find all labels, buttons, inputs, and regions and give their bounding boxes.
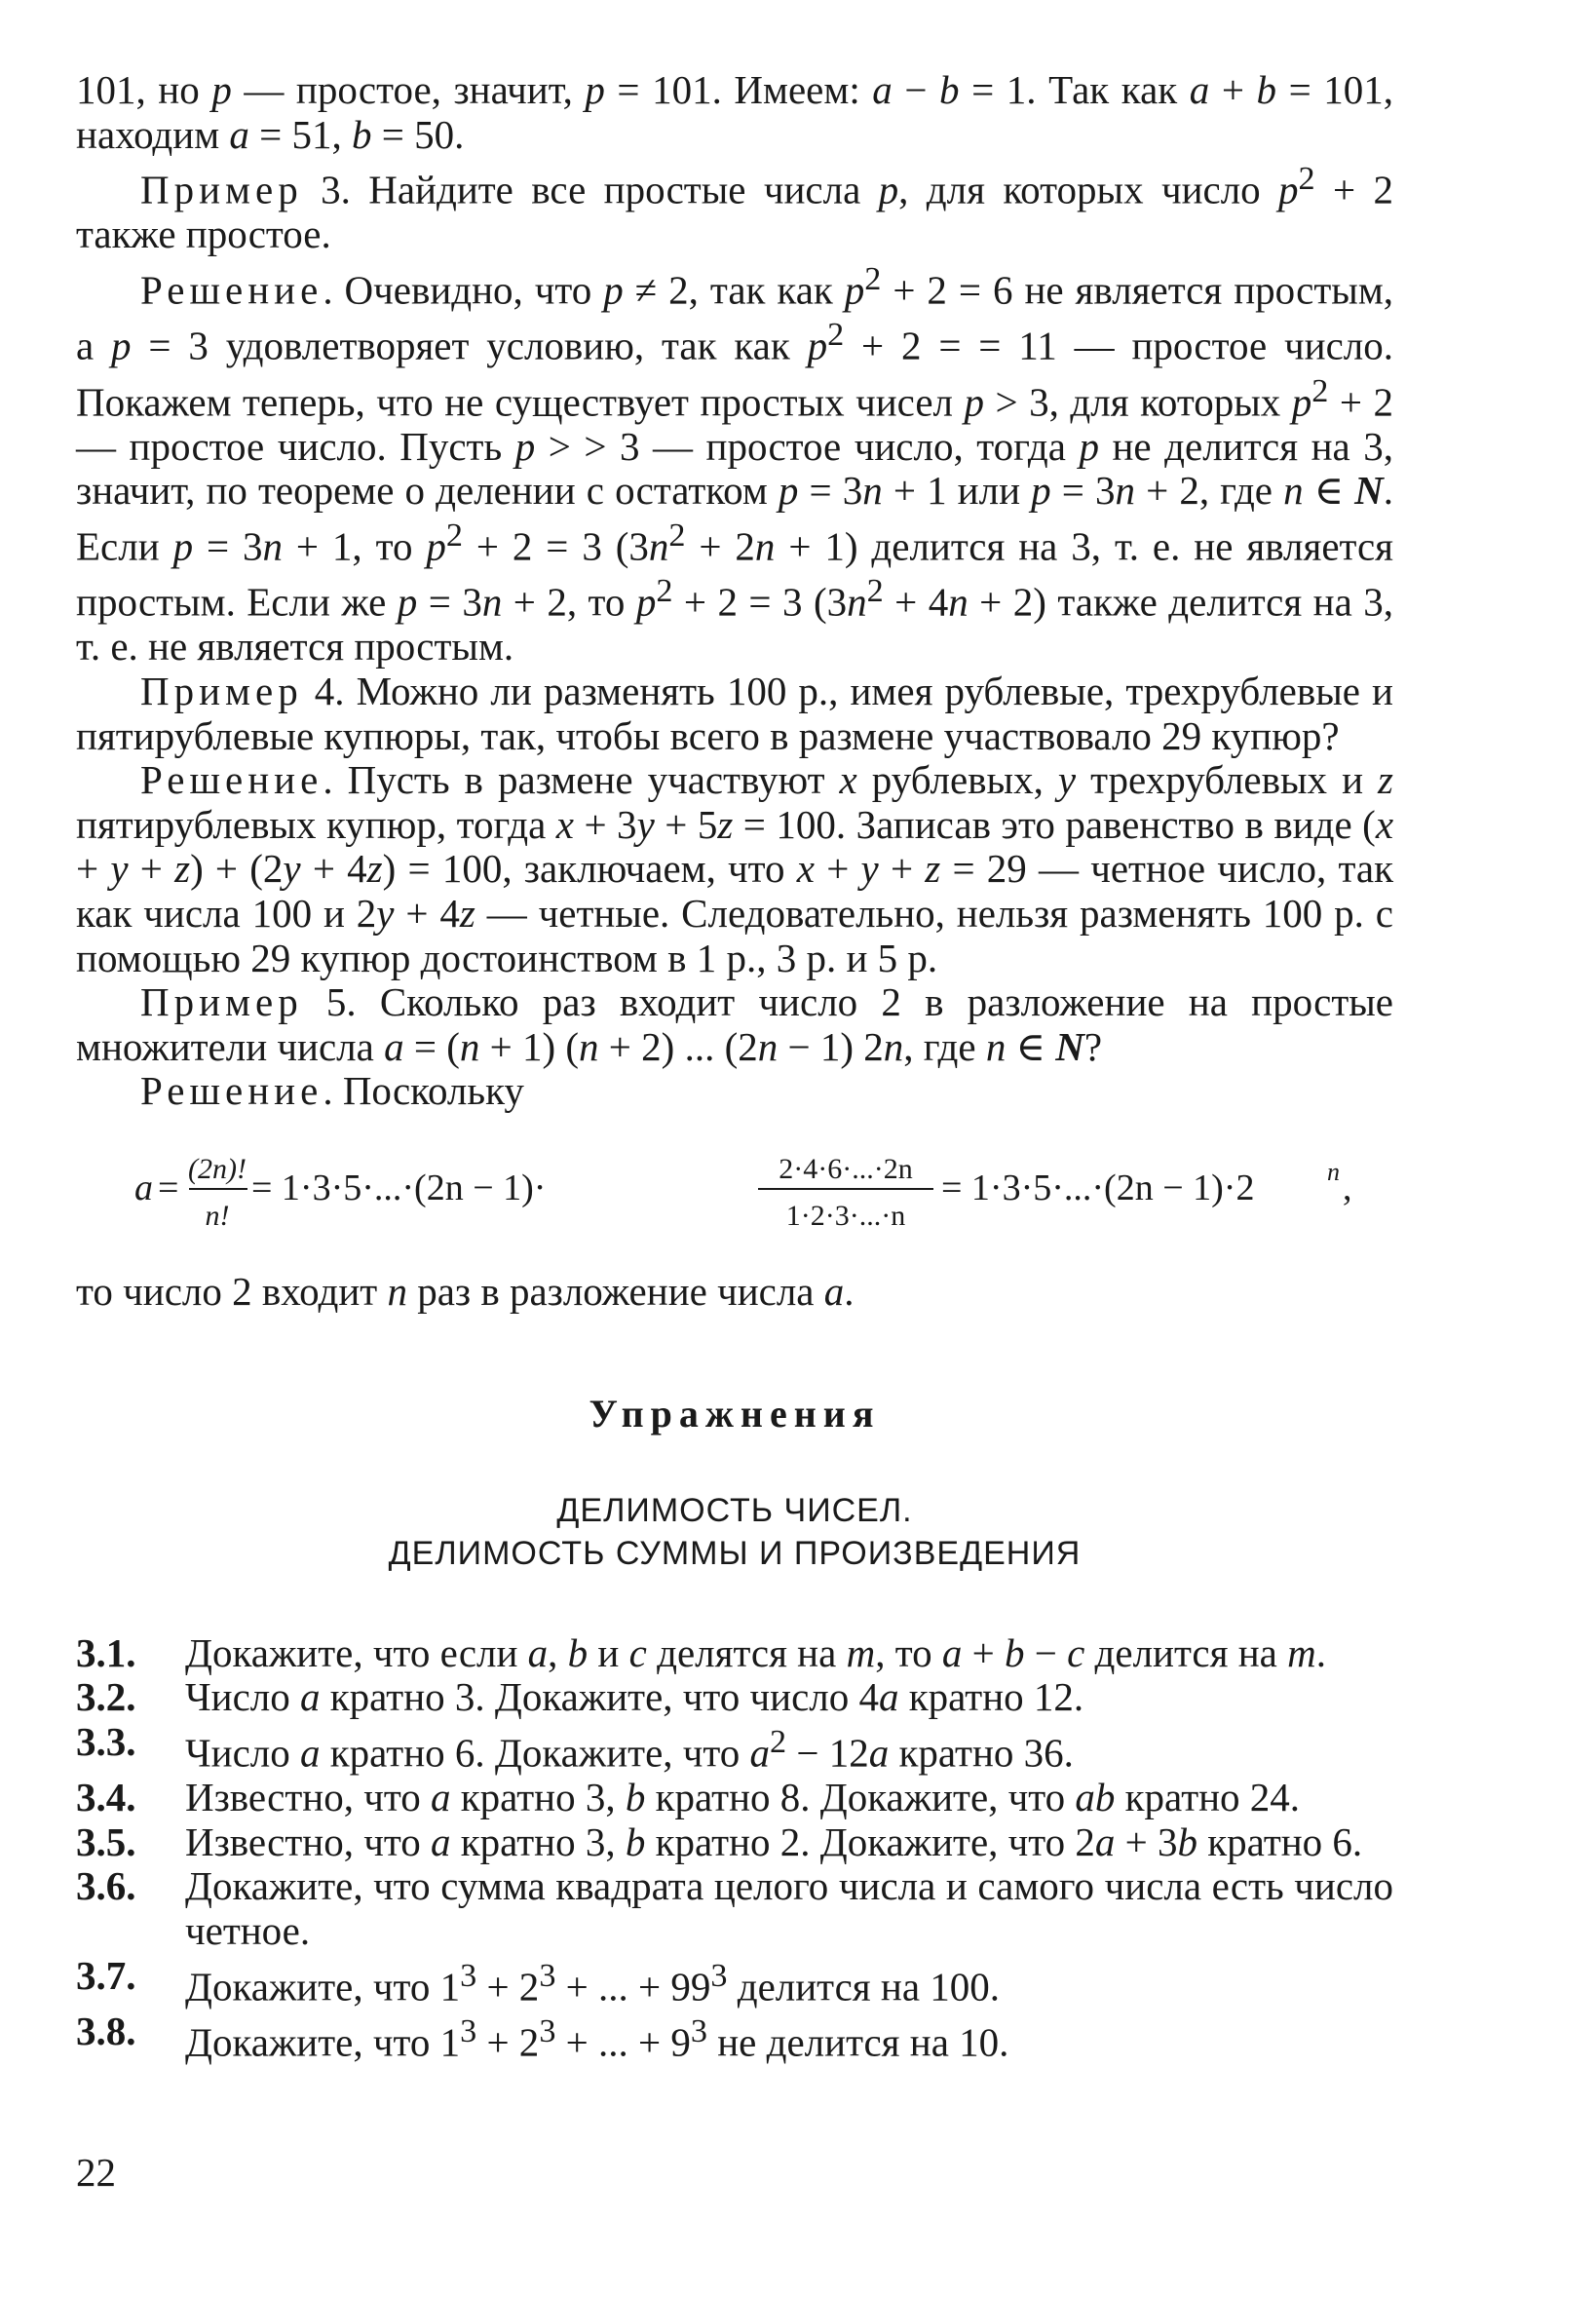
exercise-item <box>76 1776 1393 1820</box>
exercise-text: Число a кратно 3. Докажите, что число 4a кратно 12. <box>185 1674 1084 1720</box>
svg-text:,: , <box>1343 1168 1352 1208</box>
exercises-heading: Упражнения <box>589 1392 881 1436</box>
formula-mid: = 1·3·5·...·(2n − 1)· <box>251 1168 547 1208</box>
example-4: Пример 4. Можно ли разменять 100 р., имея рублевые, трехрублевые и пятирублевые купюры, так, чтобы всего в размене участвовало 29 купюр? <box>76 669 1393 758</box>
exercise-item <box>76 2010 1393 2065</box>
exercise-number: 3.7. <box>76 1952 136 1998</box>
formula-conclusion: то число 2 входит n раз в разложение числа a. <box>76 1268 855 1314</box>
exercise-item <box>76 1631 1393 1676</box>
page-body <box>76 68 1393 2065</box>
exercise-list <box>76 1631 1393 2065</box>
exercise-number: 3.8. <box>76 2008 136 2053</box>
exercise-number: 3.2. <box>76 1674 136 1720</box>
section-title-line-1: ДЕЛИМОСТЬ ЧИСЕЛ. <box>556 1491 913 1529</box>
exercise-text: Докажите, что если a, b и c делятся на m, то a + b − c делится на m. <box>185 1629 1326 1675</box>
formula-factorial <box>76 1135 1393 1243</box>
solution-3: Решение. Очевидно, что p ≠ 2, так как $p^2 + 2 = 6$ не является простым, а p = 3 удовлетворяет условию, так как $p^2 + 2$ = = 11 — простое число. Покажем теперь, что не существует простых чисел p > 3, для которых $p^2 + 2$ — простое число. Пусть p > > 3 — простое число, тогда p не делится на 3, значит, по теореме о делении с остатком p = 3n + 1 или p = 3n + 2, где n ∈ N. Если p = 3n + 1, то $p^2 + 2 = 3$ $(3n^2 + 2n + 1)$ делится на 3, т. е. не является простым. Если же p = 3n + 2, то $p^2 + 2 = 3$ $(3n^2 + 4n + 2)$ также делится на 3, т. е. не является простым. <box>76 261 1394 670</box>
exercise-text: Число a кратно 6. Докажите, что $a^2 - 12a$ кратно 36. <box>185 1723 1074 1776</box>
formula-frac1-num: (2n)! <box>188 1153 247 1185</box>
exercise-number: 3.6. <box>76 1863 136 1909</box>
formula-rhs-exp: n <box>1327 1158 1340 1186</box>
exercise-number: 3.1. <box>76 1629 136 1675</box>
exercise-text: Докажите, что $1^3 + 2^3$ + ... + $99^3$ делится на 100. <box>185 1957 1001 2010</box>
page-number: 22 <box>76 2150 116 2195</box>
solution-5: Решение. Поскольку <box>140 1068 524 1114</box>
formula-frac2-den: 1·2·3·...·n <box>785 1200 906 1232</box>
section-title-line-2: ДЕЛИМОСТЬ СУММЫ И ПРОИЗВЕДЕНИЯ <box>388 1534 1082 1572</box>
formula-rhs: = 1·3·5·...·(2n − 1)·2 <box>941 1168 1255 1208</box>
exercise-number: 3.3. <box>76 1718 136 1764</box>
exercise-text: Известно, что a кратно 3, b кратно 8. Докажите, что ab кратно 24. <box>185 1775 1301 1820</box>
exercise-item <box>76 1864 1393 1953</box>
exercise-item <box>76 1820 1393 1865</box>
exercise-number: 3.5. <box>76 1818 136 1864</box>
solution-4: Решение. Пусть в размене участвуют x рублевых, y трехрублевых и z пятирублевых купюр, тогда x + 3y + 5z = 100. Записав это равенство в виде (x + y + z) + (2y + 4z) = 100, заключаем, что x + y + z = 29 — четное число, так как числа 100 и 2y + 4z — четные. Следовательно, нельзя разменять 100 р. с помощью 29 купюр достоинством в 1 р., 3 р. и 5 р. <box>76 757 1394 980</box>
exercise-item <box>76 1720 1393 1776</box>
example-3: Пример 3. Найдите все простые числа p, для которых число $p^2 + 2$ также простое. <box>76 161 1394 257</box>
example-5: Пример 5. Сколько раз входит число 2 в разложение на простые множители числа a = (n + 1) (n + 2) ... (2n − 1) 2n, где n ∈ N? <box>76 979 1393 1069</box>
exercise-text: Известно, что a кратно 3, b кратно 2. Докажите, что 2a + 3b кратно 6. <box>185 1818 1363 1864</box>
exercise-text: Докажите, что $1^3 + 2^3$ + ... + $9^3$ не делится на 10. <box>185 2012 1009 2065</box>
formula-frac2-num: 2·4·6·...·2n <box>779 1153 913 1185</box>
exercise-number: 3.4. <box>76 1775 136 1820</box>
paragraph-intro: 101, но p — простое, значит, p = 101. Имеем: a − b = 1. Так как a + b = 101, находим a = 51, b = 50. <box>76 67 1394 157</box>
exercise-item <box>76 1954 1393 2010</box>
svg-text:=: = <box>158 1168 179 1208</box>
exercise-item <box>76 1675 1393 1720</box>
formula-frac1-den: n! <box>205 1200 230 1232</box>
exercise-text: Докажите, что сумма квадрата целого числа и самого числа есть число четное. <box>185 1863 1393 1953</box>
formula-lhs: a <box>134 1168 153 1208</box>
section-title <box>76 1489 1393 1575</box>
